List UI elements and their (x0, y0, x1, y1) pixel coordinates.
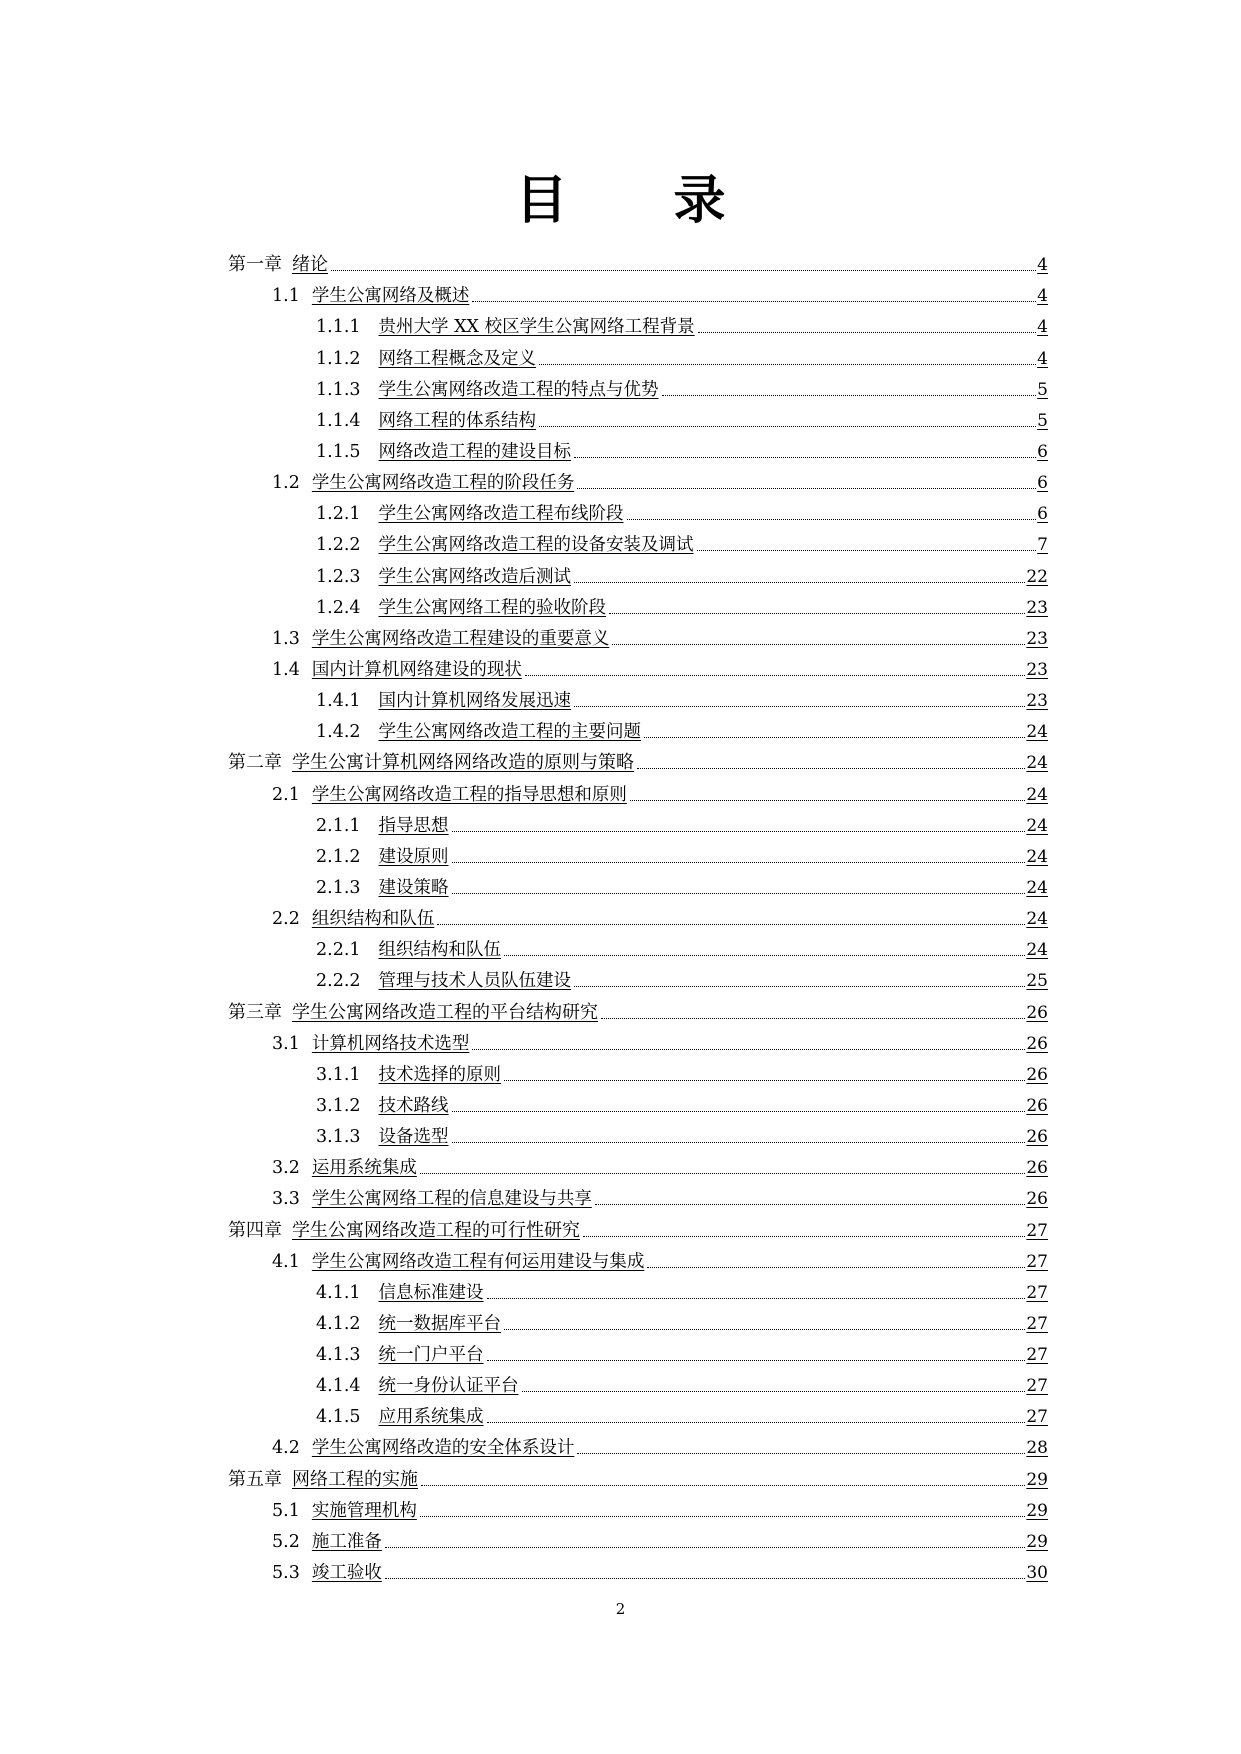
toc-entry-title (228, 1469, 418, 1491)
toc-entry-number: 1.4 (272, 659, 300, 680)
toc-dot-leader (452, 831, 1026, 832)
toc-entry-label: 学生公寓网络改造工程的平台结构研究 (292, 1001, 598, 1023)
toc-dot-leader (609, 613, 1025, 614)
toc-entry[interactable] (228, 716, 1048, 747)
toc-dot-leader (420, 1516, 1026, 1517)
toc-dot-leader (421, 1485, 1025, 1486)
toc-dot-leader (647, 1267, 1025, 1268)
toc-entry-number: 4.1.3 (316, 1345, 361, 1366)
toc-entry-number: 4.2 (272, 1438, 300, 1459)
toc-entry-page: 24 (1026, 909, 1048, 930)
footer-page-number: 2 (615, 1600, 626, 1618)
toc-entry[interactable] (228, 374, 1048, 405)
toc-entry-title (272, 1437, 574, 1459)
toc-entry[interactable] (228, 841, 1048, 872)
toc-entry-label: 组织结构和队伍 (311, 909, 435, 930)
toc-dot-leader (331, 270, 1036, 271)
toc-dot-leader (630, 800, 1026, 801)
toc-entry[interactable] (228, 934, 1048, 965)
toc-entry-number: 2.1 (272, 784, 300, 805)
toc-entry-title (228, 1002, 598, 1024)
toc-entry[interactable] (228, 1121, 1048, 1152)
toc-entry-page: 4 (1037, 348, 1048, 369)
toc-dot-leader (574, 457, 1036, 458)
toc-entry-page: 27 (1026, 1282, 1048, 1303)
toc-entry-label: 学生公寓网络改造工程的主要问题 (378, 722, 642, 743)
toc-entry-number: 1.3 (272, 628, 300, 649)
toc-entry-title (316, 503, 624, 525)
toc-entry-page: 27 (1026, 1251, 1048, 1272)
toc-dot-leader (487, 1360, 1026, 1361)
toc-entry-number: 4.1 (272, 1251, 300, 1272)
toc-entry[interactable] (228, 872, 1048, 903)
toc-entry-page: 23 (1026, 691, 1048, 712)
toc-entry-page: 27 (1026, 1376, 1048, 1397)
toc-entry[interactable] (228, 1277, 1048, 1308)
toc-entry-label: 设备选型 (378, 1127, 449, 1148)
toc-entry-label: 竣工验收 (311, 1563, 382, 1584)
toc-dot-leader (662, 395, 1037, 396)
toc-entry-label: 统一数据库平台 (378, 1313, 502, 1334)
toc-entry-label: 学生公寓网络改造的安全体系设计 (311, 1438, 575, 1459)
toc-entry-page: 4 (1037, 286, 1048, 307)
toc-entry-number: 5.3 (272, 1563, 300, 1584)
toc-dot-leader (577, 488, 1036, 489)
toc-entry-title (272, 1157, 417, 1179)
toc-entry-page: 24 (1026, 784, 1048, 805)
toc-entry-page: 26 (1026, 1095, 1048, 1116)
toc-entry-label: 网络工程概念及定义 (378, 348, 537, 369)
toc-dot-leader (574, 706, 1025, 707)
toc-entry-label: 学生公寓网络工程的信息建设与共享 (311, 1189, 592, 1210)
toc-entry[interactable] (228, 1557, 1048, 1588)
toc-entry[interactable] (228, 1214, 1048, 1245)
toc-entry[interactable] (228, 342, 1048, 373)
toc-entry-label: 组织结构和队伍 (378, 940, 502, 961)
toc-dot-leader (627, 519, 1037, 520)
toc-dot-leader (637, 768, 1025, 769)
toc-entry-title (272, 628, 609, 650)
toc-dot-leader (522, 1391, 1026, 1392)
toc-dot-leader (525, 675, 1026, 676)
toc-dot-leader (539, 364, 1036, 365)
toc-entry-title (272, 659, 522, 681)
page-title: 目 录 (515, 171, 770, 231)
toc-entry-label: 学生公寓网络改造工程有何运用建设与集成 (311, 1251, 645, 1272)
toc-entry-title (316, 597, 606, 619)
toc-entry-number: 1.1.1 (316, 317, 361, 338)
toc-entry-label: 学生公寓网络改造工程的阶段任务 (311, 473, 575, 494)
toc-entry-number: 3.1 (272, 1033, 300, 1054)
toc-entry-label: 指导思想 (378, 815, 449, 836)
toc-entry-title (316, 1375, 519, 1397)
toc-entry[interactable] (228, 778, 1048, 809)
toc-dot-leader (601, 1018, 1025, 1019)
toc-entry-page: 4 (1037, 317, 1048, 338)
toc-entry[interactable] (228, 1370, 1048, 1401)
toc-entry-title (316, 846, 449, 868)
toc-entry-title (316, 534, 694, 556)
toc-entry-page: 27 (1026, 1313, 1048, 1334)
toc-entry-title (272, 1562, 382, 1584)
toc-entry-label: 学生公寓网络改造工程的指导思想和原则 (311, 784, 627, 805)
toc-entry-title (272, 1500, 417, 1522)
toc-entry-number: 4.1.1 (316, 1282, 361, 1303)
toc-entry-page: 23 (1026, 659, 1048, 680)
toc-entry-title (272, 1188, 592, 1210)
toc-entry-number: 5.1 (272, 1500, 300, 1521)
toc-entry-title (316, 1282, 484, 1304)
toc-entry-title (228, 1220, 580, 1242)
toc-entry[interactable] (228, 1401, 1048, 1432)
toc-entry-number: 第一章 (228, 254, 282, 276)
toc-entry-number: 2.1.3 (316, 877, 361, 898)
toc-entry[interactable] (228, 1183, 1048, 1214)
toc-entry-label: 技术路线 (378, 1095, 449, 1116)
toc-entry-number: 1.4.2 (316, 722, 361, 743)
toc-entry-title (272, 908, 434, 930)
toc-entry-label: 实施管理机构 (311, 1500, 417, 1521)
toc-entry-label: 学生公寓网络改造工程的设备安装及调试 (378, 535, 694, 556)
toc-entry-page: 24 (1026, 940, 1048, 961)
toc-entry-label: 学生公寓网络改造工程布线阶段 (378, 504, 624, 525)
toc-entry-page: 27 (1026, 1220, 1048, 1241)
toc-entry-label: 统一身份认证平台 (378, 1376, 519, 1397)
toc-entry[interactable] (228, 1308, 1048, 1339)
toc-dot-leader (697, 550, 1037, 551)
toc-entry-page: 6 (1037, 504, 1048, 525)
toc-entry-page: 26 (1026, 1064, 1048, 1085)
toc-entry[interactable] (228, 1463, 1048, 1494)
toc-entry-page: 29 (1026, 1469, 1048, 1490)
toc-entry-number: 3.1.1 (316, 1064, 361, 1085)
toc-entry-title (316, 441, 571, 463)
toc-entry-number: 2.2 (272, 909, 300, 930)
toc-dot-leader (583, 1236, 1025, 1237)
toc-entry-title (316, 939, 501, 961)
toc-entry-title (316, 1126, 449, 1148)
toc-entry-number: 3.1.2 (316, 1095, 361, 1116)
toc-entry[interactable] (228, 1495, 1048, 1526)
toc-entry-page: 5 (1037, 379, 1048, 400)
toc-entry-label: 学生公寓网络改造工程的特点与优势 (378, 379, 659, 400)
toc-entry-label: 学生公寓计算机网络网络改造的原则与策略 (292, 752, 634, 774)
toc-entry-title (316, 815, 449, 837)
toc-entry[interactable] (228, 280, 1048, 311)
toc-entry[interactable] (228, 1432, 1048, 1463)
toc-entry[interactable] (228, 529, 1048, 560)
toc-entry[interactable] (228, 436, 1048, 467)
toc-entry[interactable] (228, 1090, 1048, 1121)
toc-entry-label: 建设策略 (378, 877, 449, 898)
toc-entry[interactable] (228, 996, 1048, 1027)
toc-entry-page: 24 (1026, 846, 1048, 867)
toc-dot-leader (472, 1049, 1025, 1050)
toc-entry-label: 网络改造工程的建设目标 (378, 441, 572, 462)
toc-entry-number: 3.1.3 (316, 1127, 361, 1148)
toc-entry-page: 26 (1026, 1002, 1048, 1023)
toc-entry-page: 29 (1026, 1500, 1048, 1521)
toc-entry-page: 27 (1026, 1345, 1048, 1366)
toc-entry-title (228, 752, 634, 774)
toc-entry-page: 24 (1026, 877, 1048, 898)
toc-entry-label: 建设原则 (378, 846, 449, 867)
toc-entry-title (316, 721, 641, 743)
toc-entry-number: 1.1.3 (316, 379, 361, 400)
toc-entry[interactable] (228, 1246, 1048, 1277)
toc-entry-number: 1.1.4 (316, 410, 361, 431)
toc-entry-number: 3.3 (272, 1189, 300, 1210)
toc-entry-page: 24 (1026, 722, 1048, 743)
toc-entry-number: 3.2 (272, 1158, 300, 1179)
toc-entry-label: 绪论 (292, 254, 328, 276)
toc-entry-title (316, 379, 659, 401)
toc-entry-number: 2.2.2 (316, 971, 361, 992)
toc-dot-leader (452, 1142, 1026, 1143)
toc-entry-page: 26 (1026, 1158, 1048, 1179)
toc-entry[interactable] (228, 1339, 1048, 1370)
toc-dot-leader (487, 1422, 1026, 1423)
toc-dot-leader (452, 1111, 1026, 1112)
toc-dot-leader (644, 737, 1025, 738)
toc-entry-title (272, 285, 469, 307)
toc-entry-number: 1.2.3 (316, 566, 361, 587)
toc-entry-title (316, 1064, 501, 1086)
toc-entry-page: 29 (1026, 1531, 1048, 1552)
toc-entry-label: 应用系统集成 (378, 1407, 484, 1428)
toc-dot-leader (577, 1453, 1025, 1454)
toc-entry-page: 23 (1026, 628, 1048, 649)
toc-entry-title (316, 316, 695, 338)
toc-dot-leader (504, 1080, 1025, 1081)
toc-entry[interactable] (228, 903, 1048, 934)
toc-entry-page: 28 (1026, 1438, 1048, 1459)
toc-entry-page: 6 (1037, 473, 1048, 494)
toc-entry[interactable] (228, 1028, 1048, 1059)
toc-entry-number: 1.2 (272, 473, 300, 494)
toc-entry-title (316, 1095, 449, 1117)
toc-entry-title (316, 566, 571, 588)
toc-entry-page: 7 (1037, 535, 1048, 556)
toc-entry[interactable] (228, 1152, 1048, 1183)
toc-entry-title (316, 1344, 484, 1366)
toc-entry[interactable] (228, 1526, 1048, 1557)
toc-entry-page: 30 (1026, 1563, 1048, 1584)
toc-entry-page: 6 (1037, 441, 1048, 462)
toc-entry-label: 施工准备 (311, 1531, 382, 1552)
toc-entry-number: 1.1.2 (316, 348, 361, 369)
toc-dot-leader (420, 1173, 1026, 1174)
toc-entry-number: 1.1.5 (316, 441, 361, 462)
toc-entry[interactable] (228, 810, 1048, 841)
toc-entry[interactable] (228, 405, 1048, 436)
toc-entry-label: 网络工程的实施 (292, 1468, 418, 1490)
toc-entry[interactable] (228, 498, 1048, 529)
toc-entry-number: 1.2.4 (316, 597, 361, 618)
toc-dot-leader (437, 924, 1025, 925)
toc-entry-label: 计算机网络技术选型 (311, 1033, 470, 1054)
toc-entry-page: 5 (1037, 410, 1048, 431)
toc-dot-leader (539, 426, 1036, 427)
toc-entry-page: 27 (1026, 1407, 1048, 1428)
toc-entry-title (272, 1531, 382, 1553)
toc-entry-label: 管理与技术人员队伍建设 (378, 971, 572, 992)
toc-entry-title (316, 877, 449, 899)
toc-dot-leader (504, 1329, 1025, 1330)
toc-entry-number: 1.2.2 (316, 535, 361, 556)
toc-entry-page: 23 (1026, 597, 1048, 618)
toc-entry-number: 第四章 (228, 1219, 282, 1241)
toc-entry-title (316, 1406, 484, 1428)
toc-dot-leader (452, 862, 1026, 863)
toc-entry-title (272, 784, 627, 806)
toc-entry[interactable] (228, 249, 1048, 280)
toc-dot-leader (385, 1547, 1026, 1548)
toc-entry[interactable] (228, 311, 1048, 342)
toc-entry-title (272, 1251, 644, 1273)
toc-dot-leader (452, 893, 1026, 894)
toc-entry-page: 26 (1026, 1127, 1048, 1148)
toc-entry-number: 2.2.1 (316, 940, 361, 961)
toc-dot-leader (487, 1298, 1026, 1299)
toc-entry-label: 学生公寓网络及概述 (311, 286, 470, 307)
toc-dot-leader (385, 1578, 1026, 1579)
toc-entry-page: 26 (1026, 1189, 1048, 1210)
toc-entry-title (316, 348, 536, 370)
toc-entry-label: 信息标准建设 (378, 1282, 484, 1303)
toc-entry-label: 学生公寓网络改造工程的可行性研究 (292, 1219, 580, 1241)
toc-entry-page: 24 (1026, 815, 1048, 836)
toc-entry-label: 运用系统集成 (311, 1158, 417, 1179)
toc-entry-label: 技术选择的原则 (378, 1064, 502, 1085)
toc-entry[interactable] (228, 965, 1048, 996)
toc-entry-label: 学生公寓网络改造工程建设的重要意义 (311, 628, 610, 649)
toc-entry[interactable] (228, 654, 1048, 685)
toc-entry-page: 4 (1037, 255, 1048, 276)
toc-entry-label: 统一门户平台 (378, 1345, 484, 1366)
toc-entry[interactable] (228, 467, 1048, 498)
toc-dot-leader (698, 332, 1037, 333)
toc-entry-page: 24 (1026, 753, 1048, 774)
toc-entry-label: 网络工程的体系结构 (378, 410, 537, 431)
toc-entry-number: 4.1.2 (316, 1313, 361, 1334)
toc-entry-label: 国内计算机网络建设的现状 (311, 659, 522, 680)
toc-entry-number: 1.4.1 (316, 691, 361, 712)
toc-entry-title (228, 254, 328, 276)
toc-dot-leader (595, 1204, 1026, 1205)
toc-entry-title (316, 1313, 501, 1335)
toc-entry-number: 第五章 (228, 1468, 282, 1490)
toc-entry[interactable] (228, 592, 1048, 623)
toc-entry-number: 1.2.1 (316, 504, 361, 525)
toc-entry[interactable] (228, 685, 1048, 716)
table-of-contents (228, 249, 1048, 1588)
toc-entry-number: 4.1.4 (316, 1376, 361, 1397)
toc-dot-leader (472, 301, 1036, 302)
toc-entry-number: 第三章 (228, 1001, 282, 1023)
toc-entry-label: 贵州大学 XX 校区学生公寓网络工程背景 (378, 317, 695, 338)
toc-entry[interactable] (228, 623, 1048, 654)
toc-entry-label: 国内计算机网络发展迅速 (378, 691, 572, 712)
toc-entry-page: 25 (1026, 971, 1048, 992)
toc-entry-page: 26 (1026, 1033, 1048, 1054)
toc-dot-leader (504, 955, 1025, 956)
toc-entry-title (316, 690, 571, 712)
toc-entry[interactable] (228, 560, 1048, 591)
toc-entry-label: 学生公寓网络改造后测试 (378, 566, 572, 587)
toc-dot-leader (574, 986, 1025, 987)
toc-entry-number: 1.1 (272, 286, 300, 307)
toc-entry-number: 2.1.1 (316, 815, 361, 836)
toc-entry-number: 5.2 (272, 1531, 300, 1552)
toc-entry-title (272, 1033, 469, 1055)
toc-entry-label: 学生公寓网络工程的验收阶段 (378, 597, 607, 618)
toc-entry-number: 4.1.5 (316, 1407, 361, 1428)
toc-entry-number: 2.1.2 (316, 846, 361, 867)
toc-entry[interactable] (228, 1059, 1048, 1090)
toc-entry-title (316, 410, 536, 432)
toc-entry[interactable] (228, 747, 1048, 778)
toc-entry-title (316, 970, 571, 992)
toc-entry-title (272, 472, 574, 494)
toc-entry-number: 第二章 (228, 752, 282, 774)
toc-dot-leader (574, 582, 1025, 583)
toc-entry-page: 22 (1026, 566, 1048, 587)
toc-dot-leader (612, 644, 1025, 645)
